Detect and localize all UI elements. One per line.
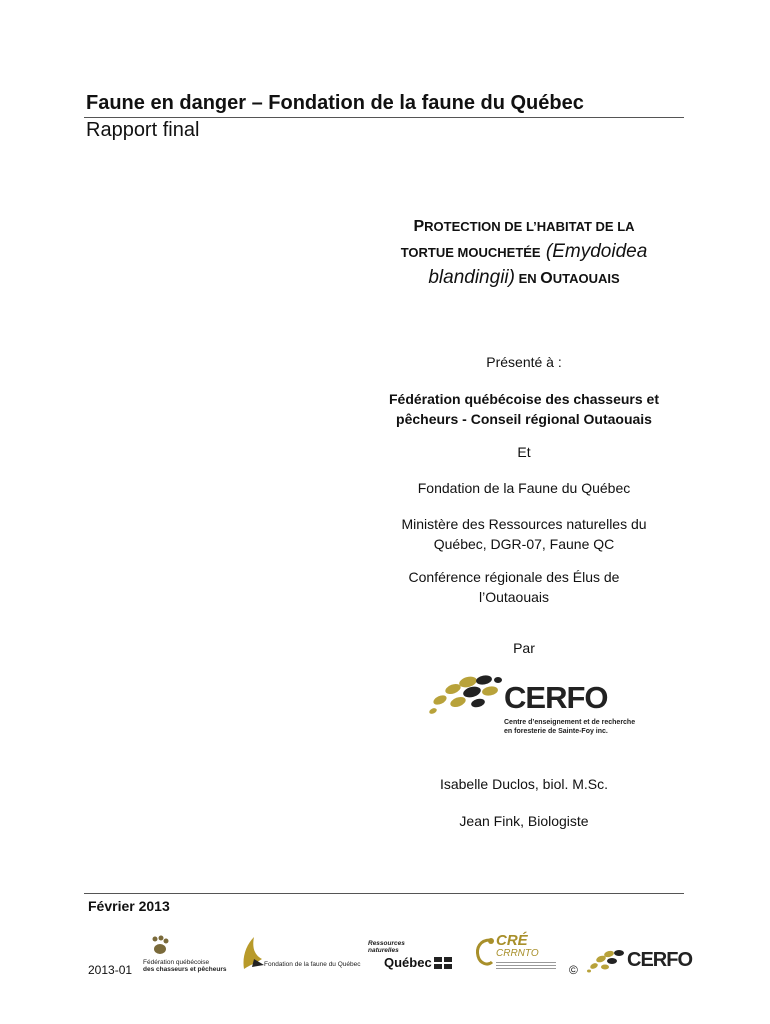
leaf-icon (428, 672, 508, 716)
author-fink: Jean Fink, Biologiste (459, 813, 589, 829)
report-series-title: Faune en danger – Fondation de la faune du Québec (86, 92, 584, 114)
quebec-wordmark: Québec (384, 955, 432, 970)
org-cre-line-1: Conférence régionale des Élus de (408, 569, 620, 585)
cerfo-tagline (504, 718, 635, 736)
title-line-2 (360, 239, 688, 265)
org-fqcp-line-2: pêcheurs - Conseil régional Outaouais (396, 411, 652, 427)
footer-divider (84, 893, 684, 894)
presented-to: Présenté à : (486, 354, 562, 370)
species-latin-name-1: (Emydoidea (540, 241, 648, 262)
cerfo-small-logo (587, 946, 692, 976)
cre-crrnto-logo (474, 932, 564, 978)
fleur-de-lis-flag-icon (434, 957, 452, 969)
species-common-name: TORTUE MOUCHETÉE (400, 245, 541, 260)
crrnto-fine-print (496, 960, 556, 972)
org-cre (350, 567, 678, 607)
swirl-icon (474, 936, 496, 970)
and-label: Et (517, 444, 531, 460)
region-initial: O (540, 270, 553, 287)
title-line-3 (360, 265, 688, 291)
ffq-logo (240, 935, 361, 975)
fqcp-line-2: des chasseurs et pêcheurs (143, 966, 227, 973)
crrnto-wordmark: CRRNTO (496, 948, 539, 959)
ffq-logo-text: Fondation de la faune du Québec (264, 961, 361, 968)
species-latin-name-2: blandingii) (428, 267, 515, 288)
copyright-symbol: © (569, 963, 578, 977)
org-mrn-line-2: Québec, DGR-07, Faune QC (433, 536, 615, 552)
bird-icon (240, 935, 266, 971)
org-ffq: Fondation de la Faune du Québec (417, 480, 631, 496)
cerfo-tagline-2: en foresterie de Sainte-Foy inc. (504, 728, 608, 735)
fqcp-line-1: Fédération québécoise (143, 959, 210, 966)
report-main-title (360, 214, 688, 291)
cerfo-small-wordmark: CERFO (627, 949, 692, 971)
paw-print-icon (149, 935, 171, 957)
report-type: Rapport final (86, 119, 200, 141)
leaf-icon-small (587, 948, 629, 974)
cerfo-wordmark: CERFO (504, 680, 608, 715)
fqcp-logo-text (143, 959, 226, 973)
rn-quebec-logo (368, 940, 458, 974)
cerfo-logo (428, 672, 636, 744)
report-date: Février 2013 (88, 898, 170, 914)
title-initial: P (413, 218, 425, 235)
title-text: ROTECTION DE L’HABITAT DE LA (424, 219, 635, 234)
rn-line-1: Ressources (368, 940, 405, 947)
org-fqcp (360, 389, 688, 429)
cre-wordmark: CRÉ (496, 932, 528, 949)
org-mrn-line-1: Ministère des Ressources naturelles du (401, 516, 647, 532)
rn-logo-text (368, 940, 405, 954)
org-fqcp-line-1: Fédération québécoise des chasseurs et (389, 391, 659, 407)
author-duclos: Isabelle Duclos, biol. M.Sc. (439, 776, 609, 792)
org-cre-line-2: l’Outaouais (478, 589, 550, 605)
title-line-1 (360, 214, 688, 239)
org-mrn (360, 514, 688, 554)
report-code: 2013-01 (88, 963, 133, 977)
cerfo-tagline-1: Centre d’enseignement et de recherche (504, 719, 636, 726)
region-name: UTAOUAIS (552, 271, 620, 286)
by-label: Par (513, 640, 535, 656)
fqcp-logo (143, 935, 233, 975)
rn-line-2: naturelles (368, 947, 399, 954)
title-en: EN (514, 271, 541, 286)
header-divider (84, 117, 684, 118)
